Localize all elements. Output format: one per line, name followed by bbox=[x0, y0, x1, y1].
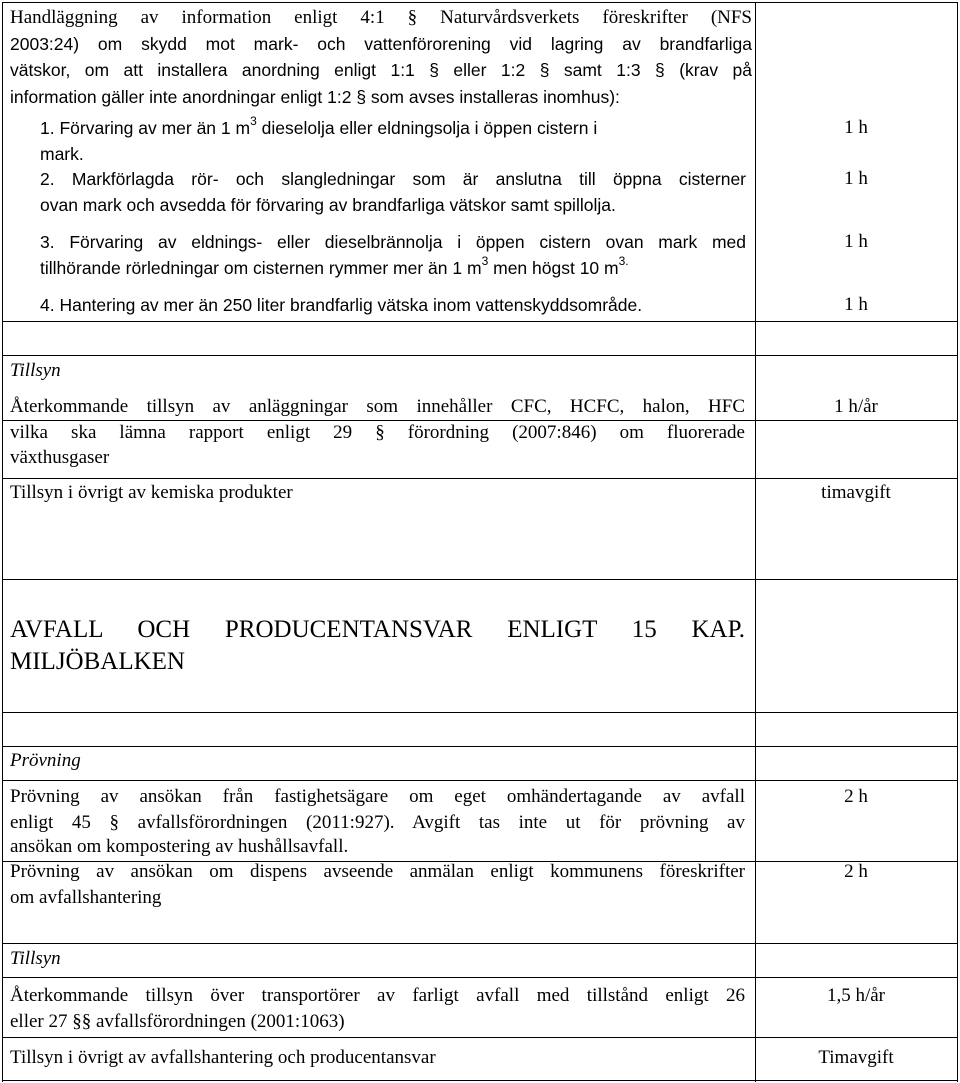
row-divider bbox=[2, 977, 958, 978]
tillsyn2-row-1-line: eller 27 §§ avfallsförordningen (2001:1063) bbox=[10, 1011, 345, 1032]
provning-row-1-line: ansökan om kompostering av hushållsavfall. bbox=[10, 836, 349, 857]
tillsyn-row-2-line: Tillsyn i övrigt av kemiska produkter bbox=[10, 482, 293, 503]
section-heading-provning: Prövning bbox=[10, 750, 81, 771]
section-heading-tillsyn: Tillsyn bbox=[10, 360, 61, 381]
item-3-line-1: 3. Förvaring av eldnings- eller dieselbrännolja i öppen cistern ovan mark med bbox=[40, 232, 746, 252]
item-1-text: 1. Förvaring av mer än 1 m bbox=[40, 118, 251, 138]
tillsyn-row-2-fee: timavgift bbox=[821, 482, 891, 503]
row-divider bbox=[2, 943, 958, 944]
provning-row-2-line: om avfallshantering bbox=[10, 887, 162, 908]
tillsyn2-row-1-fee: 1,5 h/år bbox=[826, 985, 886, 1006]
item-3-fee: 1 h bbox=[844, 231, 868, 252]
tillsyn-row-1-line: Återkommande tillsyn av anläggningar som innehåller CFC, HCFC, halon, HFC bbox=[10, 396, 745, 417]
item-4-fee: 1 h bbox=[844, 294, 868, 315]
item-3-text: tillhörande rörledningar om cisternen rymmer mer än 1 m bbox=[40, 258, 482, 278]
row-divider bbox=[2, 478, 958, 479]
table-border-bottom bbox=[2, 1080, 958, 1081]
item-4-line-1: 4. Hantering av mer än 250 liter brandfarlig vätska inom vattenskyddsområde. bbox=[40, 295, 643, 315]
tillsyn2-row-2-fee: Timavgift bbox=[818, 1047, 894, 1068]
tillsyn2-row-2-line: Tillsyn i övrigt av avfallshantering och producentansvar bbox=[10, 1047, 436, 1068]
row-divider bbox=[2, 1037, 958, 1038]
intro-line: information gäller inte anordningar enligt 1:2 § som avses installeras inomhus): bbox=[10, 87, 620, 107]
item-1-line-2: mark. bbox=[40, 144, 84, 164]
chapter-title-line: AVFALL OCH PRODUCENTANSVAR ENLIGT 15 KAP. bbox=[10, 616, 745, 643]
superscript: 3. bbox=[618, 254, 629, 269]
item-1-text-cont: dieselolja eller eldningsolja i öppen cistern i bbox=[256, 118, 598, 138]
item-3-text-cont: men högst 10 m bbox=[488, 258, 619, 278]
row-divider bbox=[2, 321, 958, 322]
superscript: 3 bbox=[250, 114, 257, 129]
row-divider bbox=[2, 579, 958, 580]
item-3-line-2 bbox=[40, 255, 629, 281]
row-divider bbox=[2, 746, 958, 747]
item-2-line-2: ovan mark och avsedda för förvaring av brandfarliga vätskor samt spillolja. bbox=[40, 195, 616, 215]
section-heading-tillsyn-2: Tillsyn bbox=[10, 948, 61, 969]
column-divider bbox=[755, 2, 756, 1082]
intro-line: Handläggning av information enligt 4:1 § Naturvårdsverkets föreskrifter (NFS bbox=[10, 7, 752, 28]
tillsyn-row-1-line: växthusgaser bbox=[10, 447, 110, 468]
tillsyn2-row-1-line: Återkommande tillsyn över transportörer av farligt avfall med tillstånd enligt 26 bbox=[10, 985, 745, 1006]
row-divider bbox=[2, 355, 958, 356]
superscript: 3 bbox=[481, 254, 489, 269]
intro-line: vätskor, om att installera anordning enligt 1:1 § eller 1:2 § samt 1:3 § (krav på bbox=[10, 60, 752, 80]
tillsyn-row-1-fee: 1 h/år bbox=[834, 396, 878, 417]
provning-row-2-fee: 2 h bbox=[844, 861, 868, 882]
row-divider bbox=[2, 712, 958, 713]
provning-row-1-fee: 2 h bbox=[844, 786, 868, 807]
provning-row-2-line: Prövning av ansökan om dispens avseende anmälan enligt kommunens föreskrifter bbox=[10, 861, 745, 882]
item-1-line-1 bbox=[40, 115, 597, 141]
table-border-left bbox=[2, 2, 3, 1082]
tillsyn-row-1-line: vilka ska lämna rapport enligt 29 § förordning (2007:846) om fluorerade bbox=[10, 422, 745, 443]
item-1-fee: 1 h bbox=[844, 117, 868, 138]
row-divider bbox=[2, 780, 958, 781]
item-2-fee: 1 h bbox=[844, 168, 868, 189]
provning-row-1-line: enligt 45 § avfallsförordningen (2011:927). Avgift tas inte ut för prövning av bbox=[10, 812, 745, 833]
item-2-line-1: 2. Markförlagda rör- och slangledningar som är anslutna till öppna cisterner bbox=[40, 169, 746, 189]
table-border-top bbox=[2, 2, 958, 3]
chapter-title-line: MILJÖBALKEN bbox=[10, 648, 185, 675]
table-border-right bbox=[957, 2, 958, 1082]
provning-row-1-line: Prövning av ansökan från fastighetsägare om eget omhändertagande av avfall bbox=[10, 786, 745, 807]
intro-line: 2003:24) om skydd mot mark- och vattenförorening vid lagring av brandfarliga bbox=[10, 34, 752, 54]
